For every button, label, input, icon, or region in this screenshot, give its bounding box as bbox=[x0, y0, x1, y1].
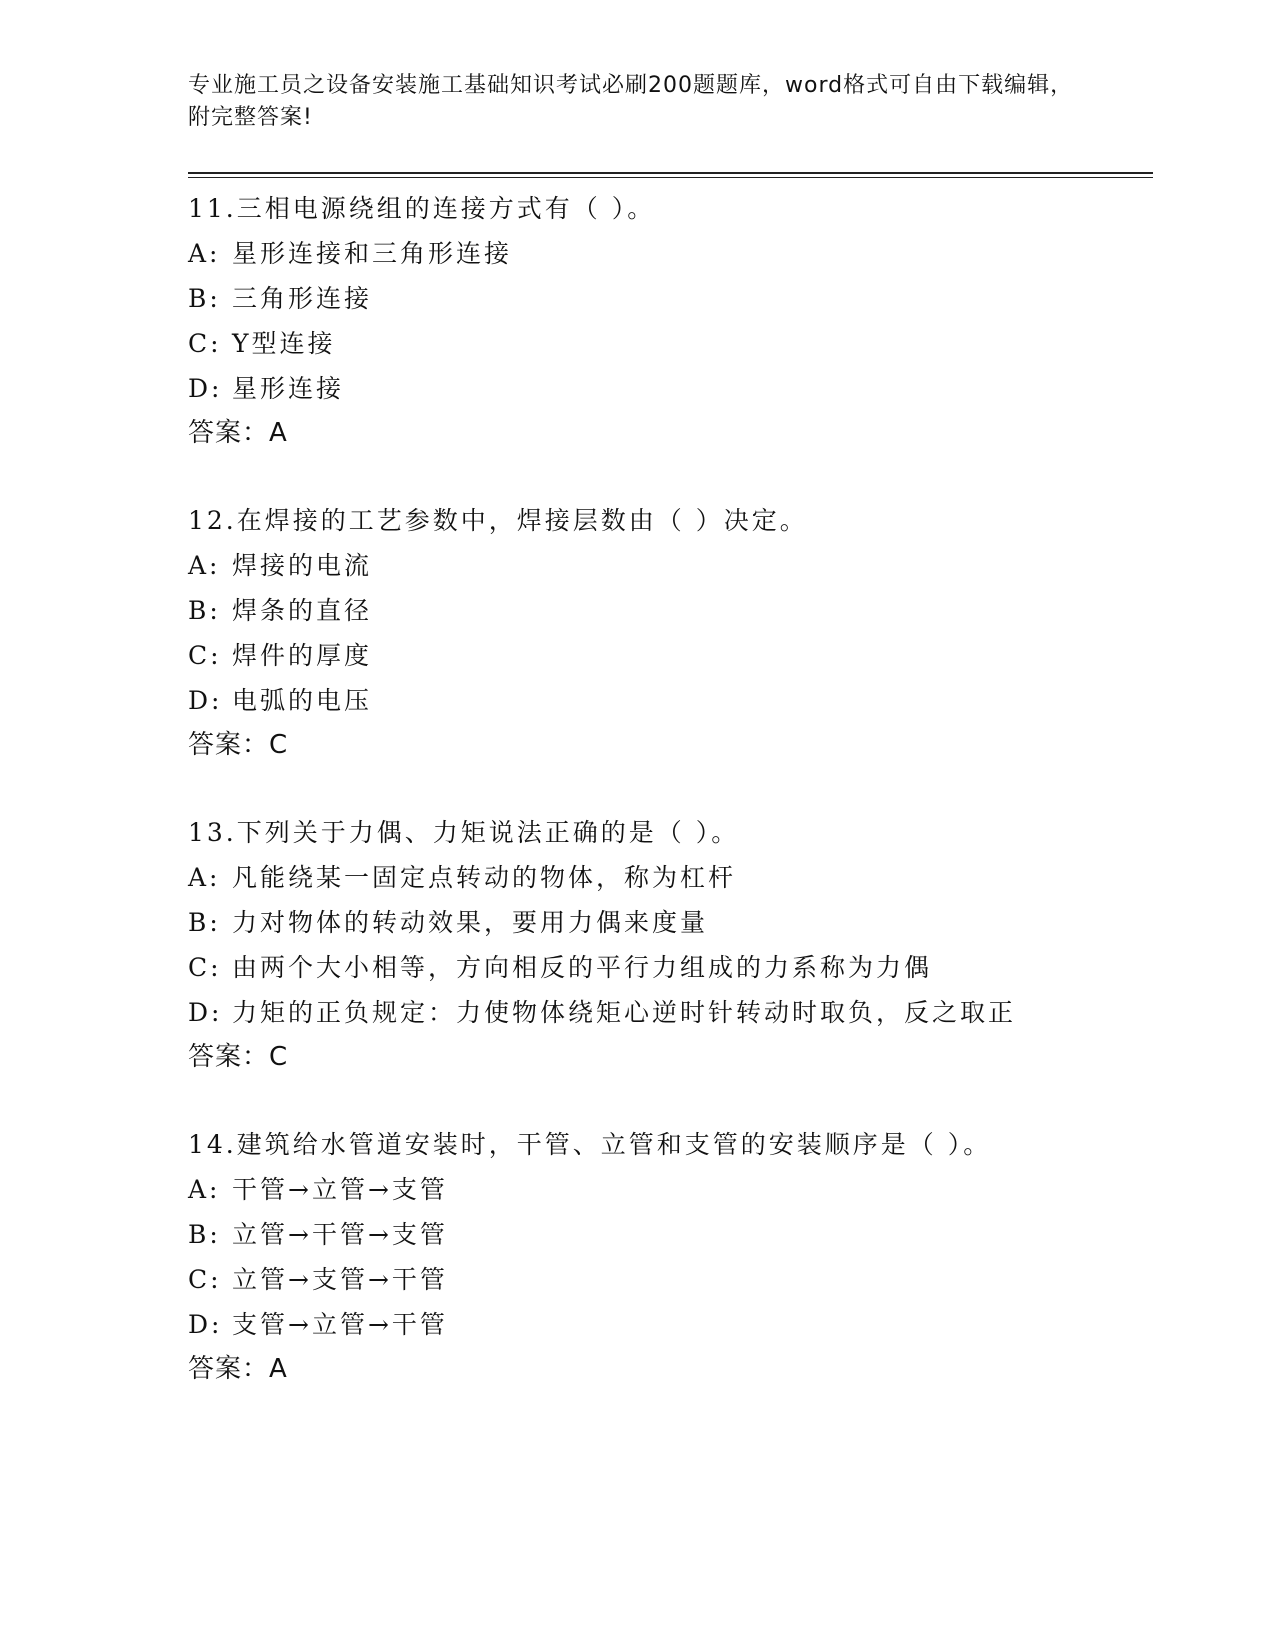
option-letter: C: bbox=[188, 329, 222, 358]
option-letter: B: bbox=[188, 908, 221, 937]
option-letter: C: bbox=[188, 953, 222, 982]
option-d bbox=[188, 1302, 1153, 1347]
option-c bbox=[188, 633, 1153, 678]
answer-line: 答案：C bbox=[188, 730, 289, 760]
option-text: 立管→干管→支管 bbox=[232, 1220, 448, 1249]
question-stem: 14.建筑给水管道安装时，干管、立管和支管的安装顺序是（ ）。 bbox=[188, 1130, 992, 1159]
option-letter: D: bbox=[188, 1310, 223, 1339]
option-letter: B: bbox=[188, 1220, 221, 1249]
option-letter: D: bbox=[188, 998, 223, 1027]
option-letter: C: bbox=[188, 1265, 222, 1294]
answer-line: 答案：A bbox=[188, 1354, 288, 1384]
option-c bbox=[188, 945, 1153, 990]
question-13 bbox=[188, 810, 1153, 1080]
document-header: 专业施工员之设备安装施工基础知识考试必刷200题题库，word格式可自由下载编辑，附完整答案! bbox=[188, 73, 1074, 130]
answer-line: 答案：C bbox=[188, 1042, 289, 1072]
question-12 bbox=[188, 498, 1153, 768]
option-a bbox=[188, 543, 1153, 588]
option-text: 焊条的直径 bbox=[232, 596, 373, 625]
option-text: 力矩的正负规定：力使物体绕矩心逆时针转动时取负，反之取正 bbox=[232, 998, 1017, 1027]
option-text: 星形连接 bbox=[232, 374, 345, 403]
option-text: 由两个大小相等，方向相反的平行力组成的力系称为力偶 bbox=[232, 953, 933, 982]
option-text: 力对物体的转动效果，要用力偶来度量 bbox=[232, 908, 709, 937]
option-c bbox=[188, 321, 1153, 366]
option-text: 电弧的电压 bbox=[232, 686, 373, 715]
option-letter: A: bbox=[188, 239, 221, 268]
option-text: 立管→支管→干管 bbox=[232, 1265, 448, 1294]
option-letter: A: bbox=[188, 551, 221, 580]
option-b bbox=[188, 900, 1153, 945]
option-letter: A: bbox=[188, 863, 221, 892]
option-b bbox=[188, 276, 1153, 321]
option-c bbox=[188, 1257, 1153, 1302]
option-text: 焊接的电流 bbox=[232, 551, 373, 580]
answer-line: 答案：A bbox=[188, 418, 288, 448]
option-letter: A: bbox=[188, 1175, 221, 1204]
option-a bbox=[188, 231, 1153, 276]
option-text: 干管→立管→支管 bbox=[232, 1175, 448, 1204]
option-letter: B: bbox=[188, 596, 221, 625]
option-letter: D: bbox=[188, 374, 223, 403]
option-text: 凡能绕某一固定点转动的物体，称为杠杆 bbox=[232, 863, 737, 892]
option-letter: B: bbox=[188, 284, 221, 313]
header-divider bbox=[188, 172, 1153, 178]
question-stem: 13.下列关于力偶、力矩说法正确的是（ ）。 bbox=[188, 818, 740, 847]
document-page bbox=[188, 70, 1153, 1434]
option-d bbox=[188, 990, 1153, 1035]
question-list bbox=[188, 186, 1153, 1392]
option-text: Y型连接 bbox=[232, 329, 336, 358]
question-11 bbox=[188, 186, 1153, 456]
option-text: 支管→立管→干管 bbox=[232, 1310, 448, 1339]
option-text: 焊件的厚度 bbox=[232, 641, 373, 670]
option-letter: C: bbox=[188, 641, 222, 670]
question-stem: 12.在焊接的工艺参数中，焊接层数由（ ）决定。 bbox=[188, 506, 808, 535]
option-b bbox=[188, 1212, 1153, 1257]
option-d bbox=[188, 366, 1153, 411]
option-text: 三角形连接 bbox=[232, 284, 373, 313]
option-text: 星形连接和三角形连接 bbox=[232, 239, 513, 268]
option-b bbox=[188, 588, 1153, 633]
option-a bbox=[188, 1167, 1153, 1212]
option-a bbox=[188, 855, 1153, 900]
question-stem: 11.三相电源绕组的连接方式有（ ）。 bbox=[188, 194, 656, 223]
question-14 bbox=[188, 1122, 1153, 1392]
option-d bbox=[188, 678, 1153, 723]
option-letter: D: bbox=[188, 686, 223, 715]
